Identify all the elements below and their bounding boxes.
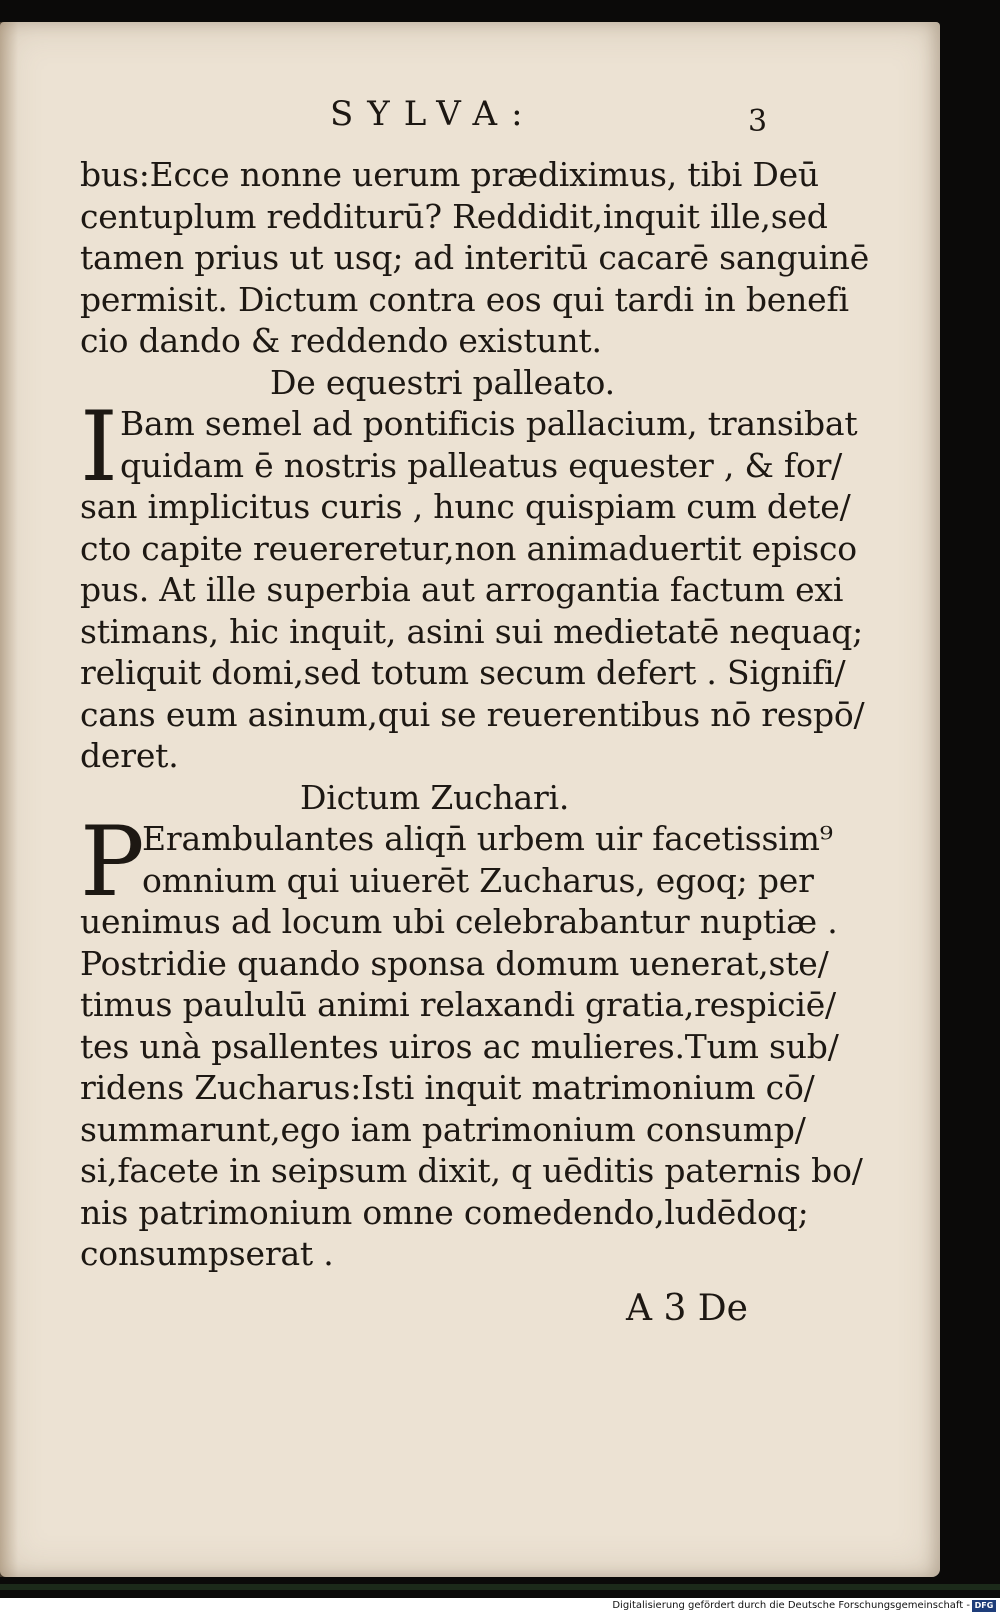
text-line: cto capite reuereretur,non animaduertit episco [80,528,857,568]
paragraph-equestri [80,391,858,503]
text-line: deret. [80,736,179,775]
book-page [0,22,940,1577]
text-line: bus:Ecce nonne uerum prædiximus, tibi Deū [80,155,819,194]
text-line: ridens Zucharus:Isti inquit matrimonium cō/ [80,1068,815,1107]
footer-credit: Digitalisierung gefördert durch die Deutsche Forschungsgemeinschaft - [612,1600,970,1611]
text-line: san implicitus curis , hunc quispiam cum dete/ [80,487,851,526]
text-line: tes unà psallentes uiros ac mulieres.Tum sub/ [80,1026,839,1066]
text-line: pus. At ille superbia aut arrogantia factum exi [80,570,844,609]
text-line: nis patrimonium omne comedendo,ludēdoq; [80,1192,809,1232]
text-line: cio dando & reddendo existunt. [80,321,602,360]
running-head: SYLVA: [330,94,537,134]
text-line: omnium qui uiuerēt Zucharus, egoq; per [142,860,814,900]
text-line: Postridie quando sponsa domum uenerat,ste/ [80,943,829,983]
text-line: timus paululū animi relaxandi gratia,respiciē/ [80,985,836,1024]
text-line: centuplum redditurū? Reddidit,inquit ille,sed [80,196,828,236]
text-line: tamen prius ut usq; ad interitū cacarē sanguinē [80,238,870,277]
text-line: permisit. Dictum contra eos qui tardi in benefi [80,279,849,319]
text-line: summarunt,ego iam patrimonium consump/ [80,1109,806,1149]
paragraph-zuchari [80,806,833,918]
text-line: stimans, hic inquit, asini sui medietatē nequaq; [80,611,864,651]
section-heading: De equestri palleato. [270,362,615,402]
body-text [80,154,870,1275]
text-line: consumpserat . [80,1234,334,1273]
text-line: Bam semel ad pontificis pallacium, transibat [120,404,858,443]
drop-capital: I [80,391,118,503]
catchword: A 3 De [626,1288,748,1329]
scan-edge [0,1584,1000,1590]
dfg-logo: DFG [972,1600,996,1612]
page-number: 3 [748,104,768,139]
section-heading: Dictum Zuchari. [300,777,570,817]
text-line: reliquit domi,sed totum secum defert . Signifi/ [80,653,846,692]
text-line: cans eum asinum,qui se reuerentibus nō respō/ [80,694,865,734]
drop-capital: P [80,806,145,918]
text-line: quidam ē nostris palleatus equester , & for/ [120,445,843,485]
text-line: Erambulantes aliqn̄ urbem uir facetissim⁹ [142,819,833,858]
text-line: uenimus ad locum ubi celebrabantur nuptiæ . [80,902,838,941]
text-line: si,facete in seipsum dixit, q uēditis paternis bo/ [80,1151,863,1190]
